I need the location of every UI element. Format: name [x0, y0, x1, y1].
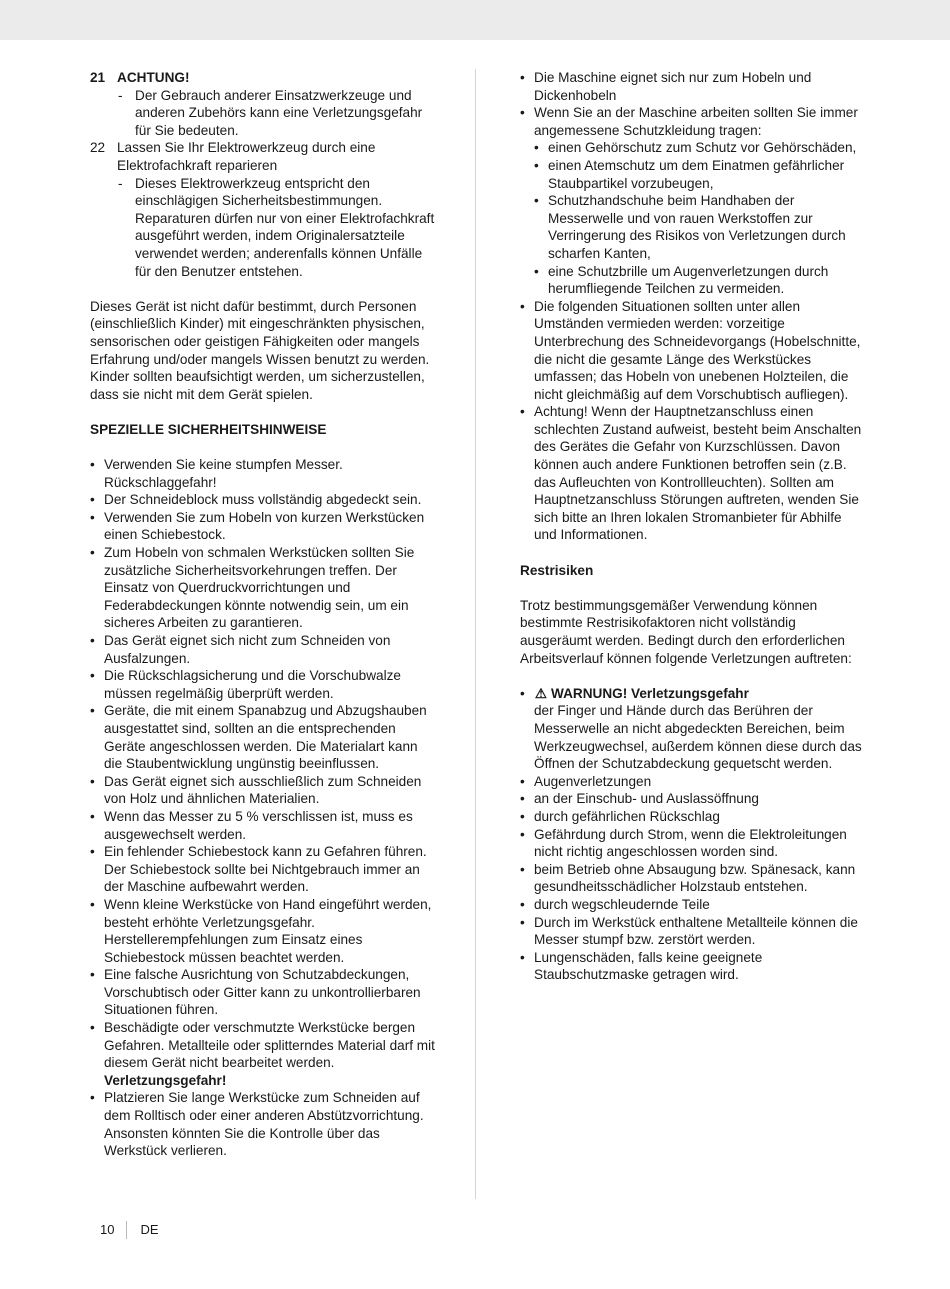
dash-item: • einen Gehörschutz zum Schutz vor Gehörschäden, — [534, 139, 865, 157]
dash-list — [117, 87, 435, 140]
dash-item: • Schutzhandschuhe beim Handhaben der Messerwelle und von rauen Werkstoffen zur Verringerung des Risikos von Verletzungen durch scharfen Kanten, — [534, 192, 865, 262]
safety-bullet-list — [90, 456, 435, 1160]
children-paragraph: Kinder sollten beaufsichtigt werden, um sicherzustellen, dass sie nicht mit dem Gerät spielen. — [90, 369, 425, 402]
risk-bullet-list — [520, 685, 865, 984]
dash-list — [117, 175, 435, 281]
restrisiken-paragraph: Trotz bestimmungsgemäßer Verwendung können bestimmte Restrisikofaktoren nicht vollständig ausgeräumt werden. Bedingt durch den erforderlichen Arbeitsverlauf können folgende Verletzungen auftreten: — [520, 597, 852, 666]
top-band — [0, 0, 950, 40]
list-item: • Wenn das Messer zu 5 % verschlissen ist, muss es ausgewechselt werden. — [90, 808, 435, 843]
item-number: 22 — [90, 140, 106, 156]
item-heading: Lassen Sie Ihr Elektrowerkzeug durch eine Elektrofachkraft reparieren — [117, 140, 376, 173]
list-item: • an der Einschub- und Auslassöffnung — [520, 790, 865, 808]
list-item: • Lungenschäden, falls keine geeignete Staubschutzmaske getragen wird. — [520, 949, 865, 984]
safety-item-21 — [90, 69, 435, 139]
left-column — [90, 69, 435, 1160]
warning-title: WARNUNG! Verletzungsgefahr — [551, 685, 749, 701]
column-divider — [475, 69, 476, 1199]
warning-item — [520, 685, 865, 773]
list-item-emphasis: Verletzungsgefahr! — [104, 1072, 227, 1088]
list-item: • Ein fehlender Schiebestock kann zu Gefahren führen. Der Schiebestock sollte bei Nichtgebrauch immer an der Maschine aufbewahrt werden. — [90, 843, 435, 896]
list-item: • Achtung! Wenn der Hauptnetzanschluss einen schlechten Zustand aufweist, besteht beim Anschalten des Gerätes die Gefahr von Kurzschlüssen. Davon können auch andere Funktionen betroffen sein (z.B. das Aufleuchten von Kontrollleuchten). Sollten am Hauptnetzanschluss Störungen auftreten, wenden Sie sich bitte an Ihren lokalen Stromanbieter für Abhilfe und Informationen. — [520, 403, 865, 544]
list-item: • Eine falsche Ausrichtung von Schutzabdeckungen, Vorschubtisch oder Gitter kann zu unkontrollierbaren Situationen führen. — [90, 966, 435, 1019]
list-item: • beim Betrieb ohne Absaugung bzw. Spänesack, kann gesundheitsschädlicher Holzstaub entstehen. — [520, 861, 865, 896]
warning-text: der Finger und Hände durch das Berühren der Messerwelle an nicht abgedeckten Bereichen, beim Werkzeugwechsel, außerdem können diese durch das Öffnen der Schutzabdeckung gequetscht werden. — [534, 703, 862, 772]
list-item: • Gefährdung durch Strom, wenn die Elektroleitungen nicht richtig angeschlossen worden sind. — [520, 826, 865, 861]
right-column — [520, 69, 865, 984]
list-item: • Geräte, die mit einem Spanabzug und Abzugshauben ausgestattet sind, sollten an die entsprechenden Geräte angeschlossen werden. Die Materialart kann die Staubentwicklung ungünstig beeinflussen. — [90, 702, 435, 772]
list-item: • Der Schneideblock muss vollständig abgedeckt sein. — [90, 491, 435, 509]
list-item — [520, 104, 865, 298]
list-item: • durch wegschleudernde Teile — [520, 896, 865, 914]
list-item: • Das Gerät eignet sich ausschließlich zum Schneiden von Holz und ähnlichen Materialien. — [90, 773, 435, 808]
list-item: • Das Gerät eignet sich nicht zum Schneiden von Ausfalzungen. — [90, 632, 435, 667]
list-item — [90, 1019, 435, 1089]
list-item: • Wenn kleine Werkstücke von Hand eingeführt werden, besteht erhöhte Verletzungsgefahr. Herstellerempfehlungen zum Einsatz eines Schiebestock müssen beachtet werden. — [90, 896, 435, 966]
page-footer — [100, 1221, 159, 1239]
restrisiken-heading: Restrisiken — [520, 562, 594, 578]
list-item-text: Beschädigte oder verschmutzte Werkstücke bergen Gefahren. Metallteile oder splitterndes Material darf mit diesem Gerät nicht bearbeitet werden. — [104, 1020, 435, 1071]
intro-paragraph: Dieses Gerät ist nicht dafür bestimmt, durch Personen (einschließlich Kinder) mit eingeschränkten physischen, sensorischen oder geistigen Fähigkeiten oder mangels Erfahrung und/oder mangels Wissen benutzt zu werden. — [90, 298, 430, 367]
dash-item: • einen Atemschutz um dem Einatmen gefährlicher Staubpartikel vorzubeugen, — [534, 157, 865, 192]
section-heading: SPEZIELLE SICHERHEITSHINWEISE — [90, 421, 327, 437]
list-item: • Verwenden Sie zum Hobeln von kurzen Werkstücken einen Schiebestock. — [90, 509, 435, 544]
list-item: • Platzieren Sie lange Werkstücke zum Schneiden auf dem Rolltisch oder einer anderen Abstützvorrichtung. Ansonsten könnten Sie die Kontrolle über das Werkstück verlieren. — [90, 1089, 435, 1159]
language-code: DE — [140, 1222, 159, 1237]
item-number: 21 — [90, 70, 106, 85]
list-item: • Die folgenden Situationen sollten unter allen Umständen vermieden werden: vorzeitige Unterbrechung des Schneidevorgangs (Hobelschnitte, die nicht die gesamte Länge des Werkstückes umfassen; das Hobeln von unebenen Holzteilen, die nicht gleichmäßig auf dem Vorschubtisch aufliegen). — [520, 298, 865, 404]
dash-item: - Dieses Elektrowerkzeug entspricht den einschlägigen Sicherheitsbestimmungen. Reparaturen dürfen nur von einer Elektrofachkraft ausgeführt werden, indem Originalersatzteile verwendet werden; anderenfalls können Unfälle für den Benutzer entstehen. — [117, 175, 435, 281]
item-heading: ACHTUNG! — [117, 70, 190, 85]
list-item: • Durch im Werkstück enthaltene Metallteile können die Messer stumpf bzw. zerstört werden. — [520, 914, 865, 949]
machine-bullet-list — [520, 69, 865, 544]
list-item: • durch gefährlichen Rückschlag — [520, 808, 865, 826]
list-item: • Zum Hobeln von schmalen Werkstücken sollten Sie zusätzliche Sicherheitsvorkehrungen treffen. Der Einsatz von Querdruckvorrichtungen und Federabdeckungen könnte notwendig sein, um ein sicheres Arbeiten zu garantieren. — [90, 544, 435, 632]
list-item: • Die Rückschlagsicherung und die Vorschubwalze müssen regelmäßig überprüft werden. — [90, 667, 435, 702]
warning-triangle-icon: ⚠ — [534, 685, 548, 701]
dash-item: - Der Gebrauch anderer Einsatzwerkzeuge und anderen Zubehörs kann eine Verletzungsgefahr für Sie bedeuten. — [117, 87, 435, 140]
protective-gear-list — [534, 139, 865, 297]
list-item: • Augenverletzungen — [520, 773, 865, 791]
dash-item: • eine Schutzbrille um Augenverletzungen durch herumfliegende Teilchen zu vermeiden. — [534, 263, 865, 298]
list-item-text: Wenn Sie an der Maschine arbeiten sollten Sie immer angemessene Schutzkleidung tragen: — [534, 105, 858, 138]
page-number: 10 — [100, 1221, 127, 1239]
safety-item-22 — [90, 139, 435, 280]
list-item: • Die Maschine eignet sich nur zum Hobeln und Dickenhobeln — [520, 69, 865, 104]
list-item: • Verwenden Sie keine stumpfen Messer. Rückschlaggefahr! — [90, 456, 435, 491]
